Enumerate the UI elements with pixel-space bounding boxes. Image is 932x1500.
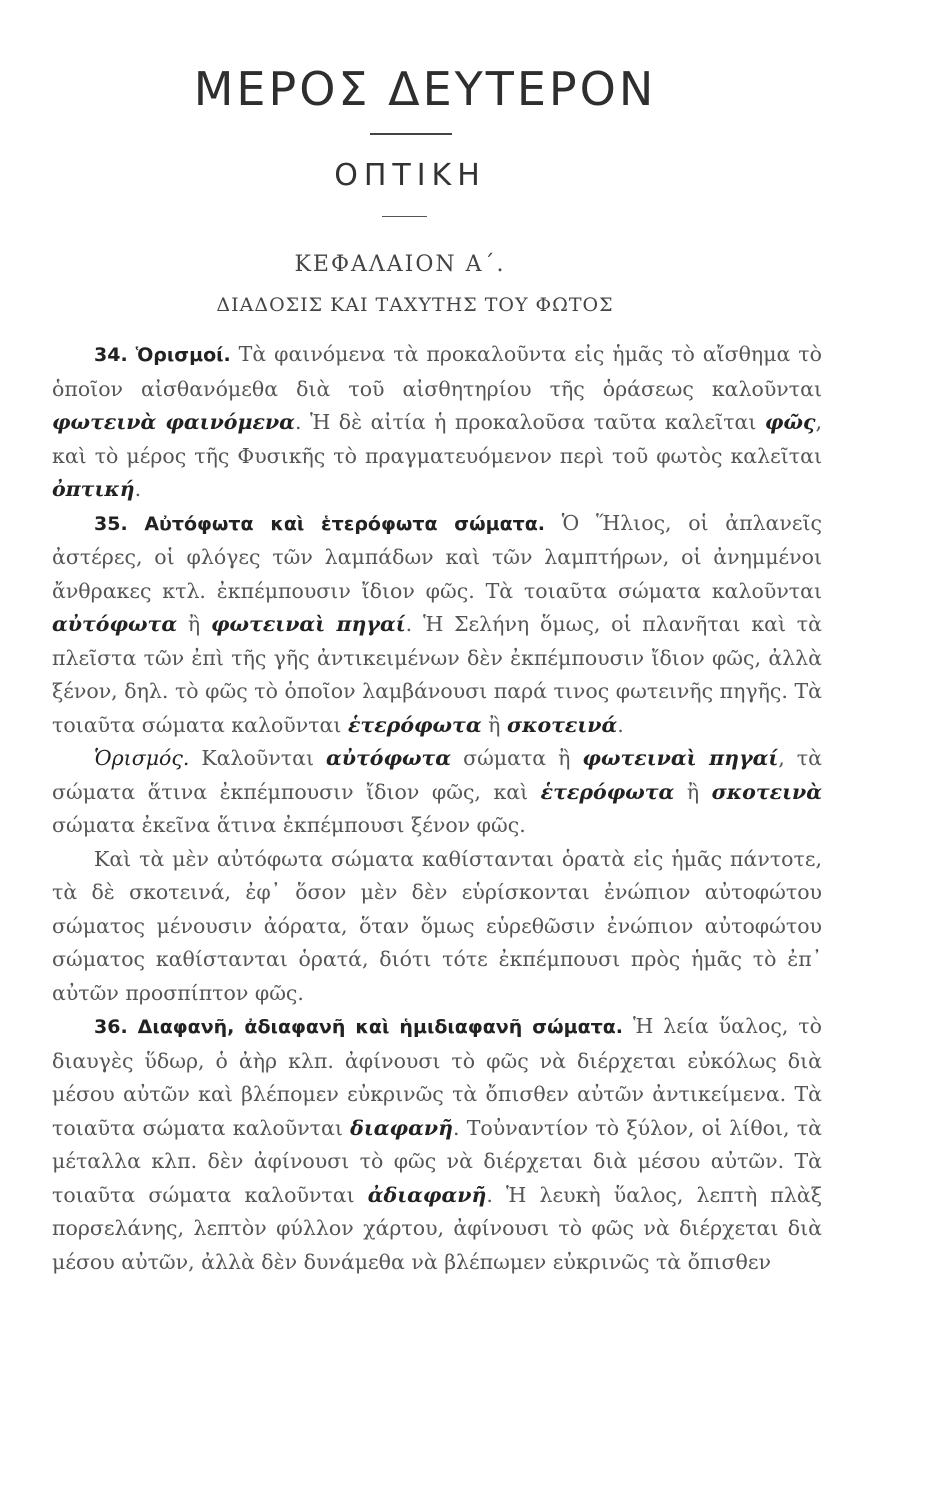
term: φωτεινὰ φαινόμενα xyxy=(52,410,295,434)
text-run: . Ἡ λευκὴ ὕαλος, λεπτὴ πλὰξ πορσελάνης, λεπτὸν φύλλον χάρτου, ἀφίνουσι τὸ φῶς νὰ διέρχεται διὰ μέσου αὐτῶν, ἀλλὰ δὲν δυνάμεθα νὰ βλέπωμεν εὐκρινῶς τὰ ὄπισθεν xyxy=(52,1182,822,1274)
text-run: . Τοὐναντίον τὸ ξύλον, οἱ λίθοι, τὰ μέταλλα κλπ. δὲν ἀφίνουσι τὸ φῶς νὰ διέρχεται διὰ μέσου αὐτῶν. Τὰ τοιαῦτα σώματα καλοῦνται xyxy=(52,1115,822,1207)
text-run: . xyxy=(617,712,624,737)
chapter-heading: ΚΕΦΑΛΑΙΟΝ Α΄. xyxy=(294,252,506,277)
section-number: 35. xyxy=(94,512,128,535)
title-rule xyxy=(370,133,452,135)
part-title: ΜΕΡΟΣ ΔΕΥΤΕΡΟΝ xyxy=(193,62,657,116)
chapter-subtitle: ΔΙΑΔΟΣΙΣ ΚΑΙ ΤΑΧΥΤΗΣ ΤΟΥ ΦΩΤΟΣ xyxy=(216,294,614,316)
term: αὐτόφωτα xyxy=(52,612,178,636)
text-run: ἢ xyxy=(481,712,507,737)
text-run: σώματα ἢ xyxy=(451,746,583,770)
paragraph-35 xyxy=(52,507,822,743)
term: διαφανῆ xyxy=(350,1115,453,1140)
text-run: σώματα ἐκεῖνα ἅτινα ἐκπέμπουσι ξένον φῶς. xyxy=(52,813,526,837)
term: σκοτεινὰ xyxy=(711,779,822,804)
text-run: ἢ xyxy=(674,779,712,804)
text-run: . Ἡ δὲ αἰτία ἡ προκαλοῦσα ταῦτα καλεῖται xyxy=(294,410,765,434)
paragraph-visibility xyxy=(52,843,822,1011)
section-number: 34. xyxy=(94,344,128,366)
text-run: Καὶ τὰ μὲν αὐτόφωτα σώματα καθίστανται ὁρατὰ εἰς ἡμᾶς πάντοτε, τὰ δὲ σκοτεινά, ἐφ᾿ ὅσον μὲν δὲν εὑρίσκονται ἐνώπιον αὐτοφώτου σώματος μένουσιν ἀόρατα, ὅταν ὅμως εὑρεθῶσιν ἐνώπιον αὐτοφώτου σώματος καθίστανται ὁρατά, διότι τότε ἐκπέμπουσι πρὸς ἡμᾶς τὸ ἐπ᾿ αὐτῶν προσπίπτον φῶς. xyxy=(52,846,822,1005)
section-number: 36. xyxy=(94,1016,128,1038)
body-text xyxy=(52,338,822,1279)
paragraph-definition xyxy=(52,742,822,843)
section-heading: Ὁρισμοί. xyxy=(135,344,231,366)
text-run: Ὁ Ἥλιος, οἱ ἀπλανεῖς ἀστέρες, οἱ φλόγες τῶν λαμπάδων καὶ τῶν λαμπτήρων, οἱ ἀνημμένοι ἄνθρακες κτλ. ἐκπέμπουσιν ἴδιον φῶς. Τὰ τοιαῦτα σώματα καλοῦνται xyxy=(52,510,822,603)
section-heading: Διαφανῆ, ἀδιαφανῆ καὶ ἡμιδιαφανῆ σώματα. xyxy=(137,1016,624,1038)
paragraph-36 xyxy=(52,1010,822,1279)
term: φωτειναὶ πηγαί xyxy=(582,746,779,770)
text-run: Τὰ φαινόμενα τὰ προκαλοῦντα εἰς ἡμᾶς τὸ αἴσθημα τὸ ὁποῖον αἰσθανόμεθα διὰ τοῦ αἰσθητηρίου τῆς ὁράσεως καλοῦνται xyxy=(52,342,822,401)
term: ἀδιαφανῆ xyxy=(367,1182,487,1207)
paragraph-34 xyxy=(52,338,822,507)
text-run: Καλοῦνται xyxy=(189,746,326,770)
term: φῶς xyxy=(764,410,816,434)
term: ἑτερόφωτα xyxy=(347,712,482,737)
section-title: ΟΠΤΙΚΗ xyxy=(334,158,486,193)
section-rule xyxy=(382,216,427,217)
term: ὀπτική xyxy=(52,477,135,501)
definition-heading: Ὁρισμός. xyxy=(94,746,190,770)
text-run: . xyxy=(134,477,142,501)
term: σκοτεινά xyxy=(506,712,618,737)
text-run: ἢ xyxy=(177,612,211,636)
text-run: Ἡ λεία ὕαλος, τὸ διαυγὲς ὕδωρ, ὁ ἀὴρ κλπ. ἀφίνουσι τὸ φῶς νὰ διέρχεται εὐκόλως διὰ μέσου αὐτῶν καὶ βλέπομεν εὐκρινῶς τὰ ὄπισθεν αὐτῶν ἀντικείμενα. Τὰ τοιαῦτα σώματα καλοῦνται xyxy=(52,1014,822,1140)
text-run: , τὰ σώματα ἅτινα ἐκπέμπουσιν ἴδιον φῶς, καὶ xyxy=(52,746,822,804)
text-run: . Ἡ Σελήνη ὅμως, οἱ πλανῆται καὶ τὰ πλεῖστα τῶν ἐπὶ τῆς γῆς ἀντικειμένων δὲν ἐκπέμπουσιν ἴδιον φῶς, ἀλλὰ ξένον, δηλ. τὸ φῶς τὸ ὁποῖον λαμβάνουσι παρά τινος φωτεινῆς πηγῆς. Τὰ τοιαῦτα σώματα καλοῦνται xyxy=(52,612,822,737)
term: αὐτόφωτα xyxy=(325,746,452,770)
section-heading: Αὐτόφωτα καὶ ἑτερόφωτα σώματα. xyxy=(144,512,546,535)
text-run: , καὶ τὸ μέρος τῆς Φυσικῆς τὸ πραγματευόμενον περὶ τοῦ φωτὸς καλεῖται xyxy=(52,410,822,468)
term: φωτειναὶ πηγαί xyxy=(210,612,406,636)
term: ἑτερόφωτα xyxy=(540,779,675,804)
